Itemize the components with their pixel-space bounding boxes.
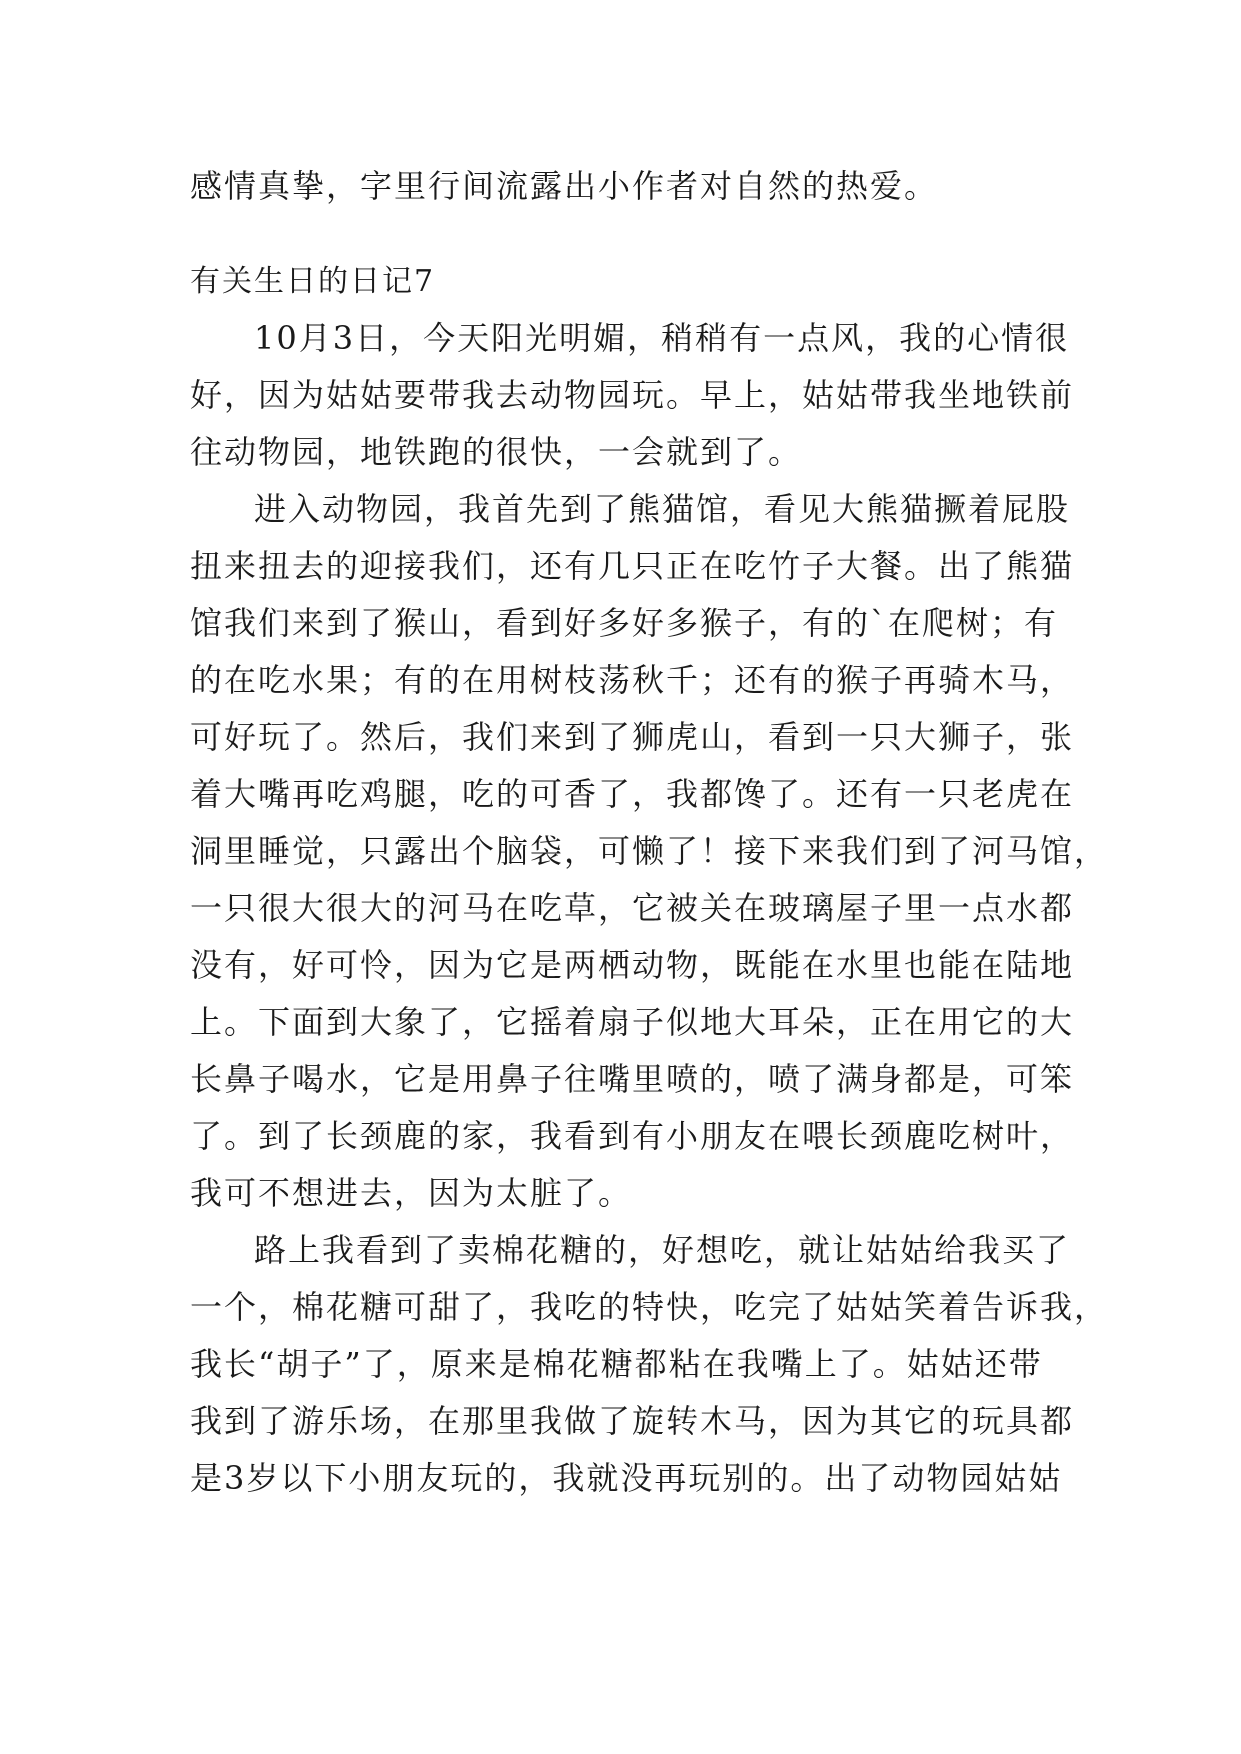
paragraph-line: 没有，好可怜，因为它是两栖动物，既能在水里也能在陆地 xyxy=(190,946,1075,984)
paragraph-line: 着大嘴再吃鸡腿，吃的可香了，我都馋了。还有一只老虎在 xyxy=(190,775,1075,813)
paragraph-2 xyxy=(190,481,1109,1222)
paragraph-line: 好，因为姑姑要带我去动物园玩。早上，姑姑带我坐地铁前 xyxy=(190,376,1075,414)
lead-line: 感情真挚，字里行间流露出小作者对自然的热爱。 xyxy=(190,167,939,205)
paragraph-line: 一只很大很大的河马在吃草，它被关在玻璃屋子里一点水都 xyxy=(190,889,1075,927)
paragraph-line: 上。下面到大象了，它摇着扇子似地大耳朵，正在用它的大 xyxy=(190,1003,1075,1041)
paragraph-line: 馆我们来到了猴山，看到好多好多猴子，有的`在爬树；有 xyxy=(190,604,1059,642)
paragraph-line: 长鼻子喝水，它是用鼻子往嘴里喷的，喷了满身都是，可笨 xyxy=(190,1060,1075,1098)
paragraph-line: 路上我看到了卖棉花糖的，好想吃，就让姑姑给我买了 xyxy=(254,1231,1071,1269)
paragraph-line: 洞里睡觉，只露出个脑袋，可懒了！接下来我们到了河马馆， xyxy=(190,832,1109,870)
paragraph-line: 我可不想进去，因为太脏了。 xyxy=(190,1174,633,1212)
paragraph-line: 扭来扭去的迎接我们，还有几只正在吃竹子大餐。出了熊猫 xyxy=(190,547,1075,585)
paragraph-line: 往动物园，地铁跑的很快，一会就到了。 xyxy=(190,433,803,471)
paragraph-line: 我长“胡子”了，原来是棉花糖都粘在我嘴上了。姑姑还带 xyxy=(190,1345,1043,1383)
paragraph-1 xyxy=(190,310,1075,481)
paragraph-line: 可好玩了。然后，我们来到了狮虎山，看到一只大狮子，张 xyxy=(190,718,1075,756)
paragraph-line: 是3岁以下小朋友玩的，我就没再玩别的。出了动物园姑姑 xyxy=(190,1459,1063,1497)
document-body xyxy=(190,158,1109,1507)
paragraph-line: 的在吃水果；有的在用树枝荡秋千；还有的猴子再骑木马， xyxy=(190,661,1075,699)
paragraph-line: 我到了游乐场，在那里我做了旋转木马，因为其它的玩具都 xyxy=(190,1402,1075,1440)
paragraph-line: 10月3日，今天阳光明媚，稍稍有一点风，我的心情很 xyxy=(254,319,1070,357)
paragraph-3 xyxy=(190,1222,1109,1507)
diary-title: 有关生日的日记7 xyxy=(190,264,436,299)
paragraph-line: 进入动物园，我首先到了熊猫馆，看见大熊猫撅着屁股 xyxy=(254,490,1071,528)
paragraph-line: 了。到了长颈鹿的家，我看到有小朋友在喂长颈鹿吃树叶， xyxy=(190,1117,1075,1155)
paragraph-line: 一个，棉花糖可甜了，我吃的特快，吃完了姑姑笑着告诉我， xyxy=(190,1288,1109,1326)
